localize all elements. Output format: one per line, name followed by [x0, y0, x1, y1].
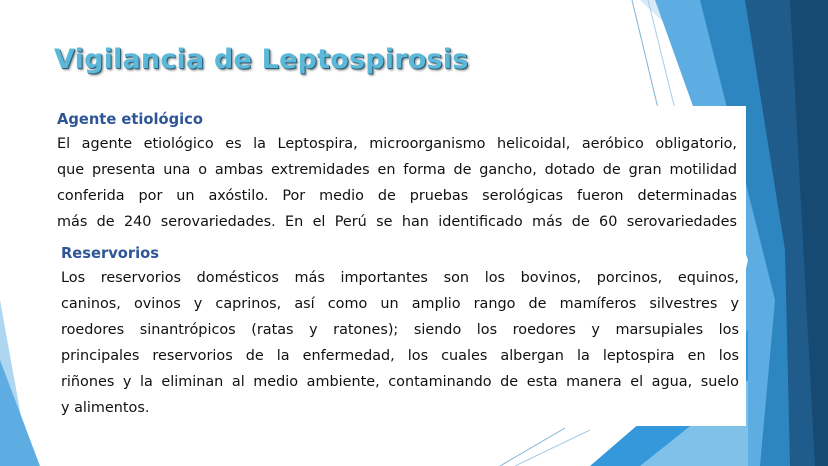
reservorios-line-6: y alimentos. — [61, 400, 150, 416]
section-heading-reservorios: Reservorios — [61, 245, 159, 262]
reservorios-line-5: riñones y la eliminan al medio ambiente, contaminando de esta manera el agua, suelo — [61, 374, 739, 390]
agente-line-1: El agente etiológico es la Leptospira, microorganismo helicoidal, aeróbico obligatorio, — [57, 136, 737, 152]
reservorios-line-3: roedores sinantrópicos (ratas y ratones); siendo los roedores y marsupiales los — [61, 322, 739, 338]
reservorios-line-4: principales reservorios de la enfermedad, los cuales albergan la leptospira en los — [61, 348, 739, 364]
agente-line-3: conferida por un axóstilo. Por medio de pruebas serológicas fueron determinadas — [57, 188, 737, 204]
section-heading-agente-etiologico: Agente etiológico — [57, 111, 203, 128]
reservorios-line-1: Los reservorios domésticos más importantes son los bovinos, porcinos, equinos, — [61, 270, 739, 286]
agente-line-4: más de 240 serovariedades. En el Perú se han identificado más de 60 serovariedades — [57, 214, 737, 230]
slide-title: Vigilancia de Leptospirosis — [54, 44, 469, 75]
agente-line-2: que presenta una o ambas extremidades en forma de gancho, dotado de gran motilidad — [57, 162, 737, 178]
reservorios-line-2: caninos, ovinos y caprinos, así como un amplio rango de mamíferos silvestres y — [61, 296, 739, 312]
